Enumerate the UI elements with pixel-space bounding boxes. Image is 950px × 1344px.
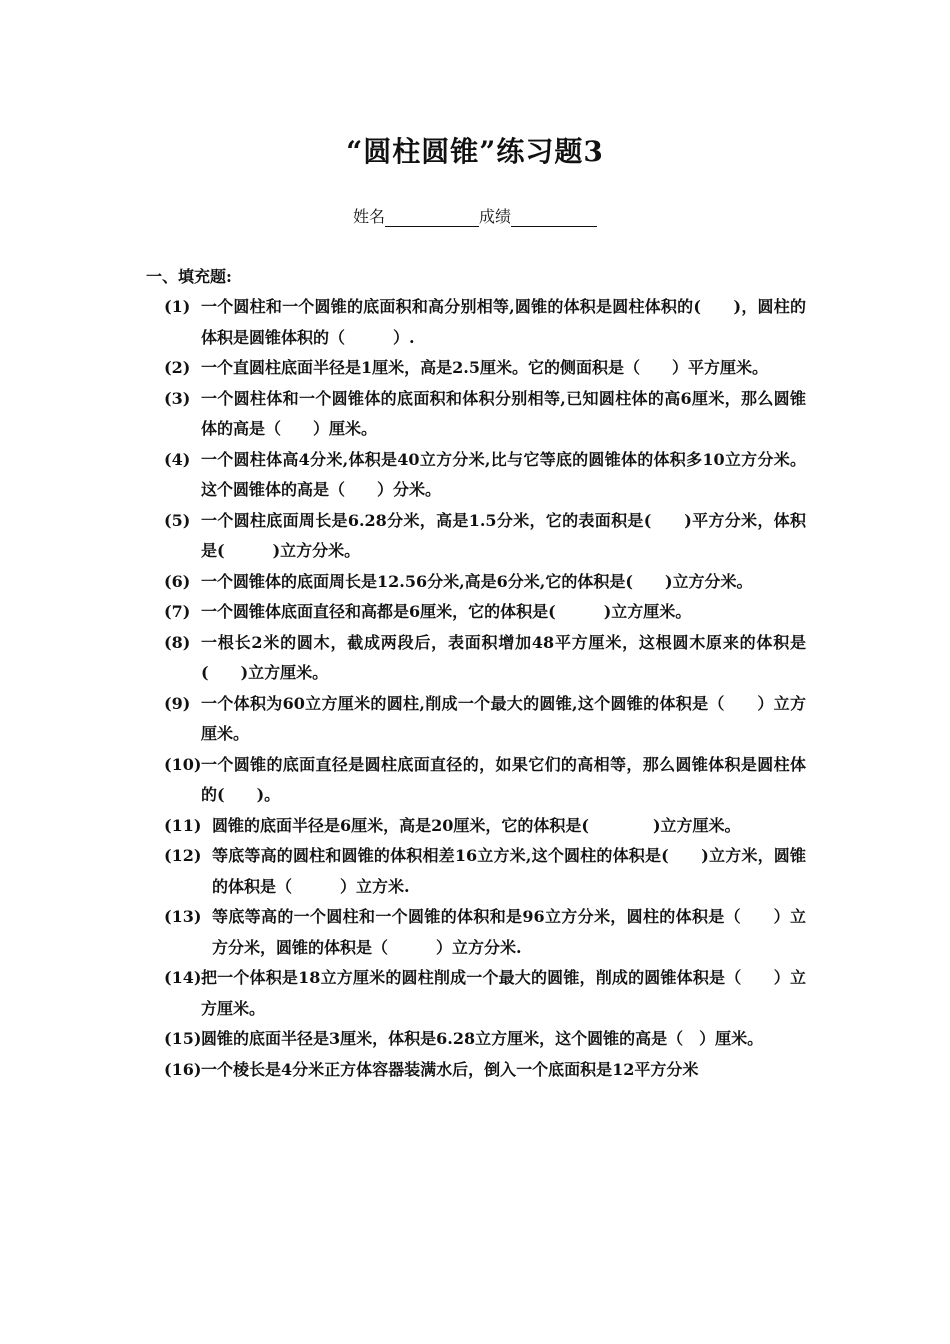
- question-text: 圆锥的底面半径是6厘米，高是20厘米，它的体积是( )立方厘米。: [212, 815, 741, 835]
- question-item: [164, 628, 806, 689]
- score-label: 成绩: [479, 207, 512, 226]
- question-text: 一个棱长是4分米正方体容器装满水后，倒入一个底面积是12平方分米: [201, 1059, 699, 1079]
- question-number: (2): [164, 358, 191, 377]
- question-number: (15): [164, 1029, 202, 1048]
- question-number: (3): [164, 388, 191, 408]
- question-text: 一个圆柱底面周长是6.28分米，高是1.5分米，它的表面积是( )平方分米，体积是( )立方分米。: [201, 510, 806, 560]
- question-list: [164, 292, 806, 1085]
- question-number: (13): [164, 907, 202, 926]
- score-blank[interactable]: [511, 208, 597, 227]
- question-text: 把一个体积是18立方厘米的圆柱削成一个最大的圆锥，削成的圆锥体积是（ ）立方厘米。: [201, 968, 806, 1018]
- question-number: (9): [164, 693, 191, 713]
- question-item: [164, 506, 806, 567]
- page-title: “圆柱圆锥”练习题3: [346, 135, 604, 168]
- question-item: [164, 689, 806, 750]
- question-text: 一个圆锥的底面直径是圆柱底面直径的，如果它们的高相等，那么圆锥体积是圆柱体的( )。: [201, 754, 806, 804]
- question-item: [164, 811, 806, 842]
- question-number: (7): [164, 602, 191, 621]
- question-item: [164, 353, 806, 384]
- name-label: 姓名: [352, 207, 385, 226]
- question-item: [164, 567, 806, 598]
- question-item: [164, 841, 806, 902]
- question-number: (10): [164, 754, 202, 774]
- question-item: [164, 597, 806, 628]
- question-text: 一个圆锥体的底面周长是12.56分米,高是6分米,它的体积是( )立方分米。: [201, 571, 753, 591]
- question-number: (12): [164, 846, 202, 865]
- question-item: [164, 1055, 806, 1086]
- question-item: [164, 750, 806, 811]
- question-text: 一个圆柱和一个圆锥的底面积和高分别相等,圆锥的体积是圆柱体积的( )，圆柱的体积是圆锥体积的（ ）.: [201, 297, 806, 347]
- question-item: [164, 1024, 806, 1055]
- question-number: (8): [164, 632, 191, 652]
- question-number: (16): [164, 1059, 202, 1079]
- question-number: (14): [164, 968, 202, 987]
- question-text: 一个圆锥体底面直径和高都是6厘米，它的体积是( )立方厘米。: [201, 602, 692, 621]
- question-item: [164, 902, 806, 963]
- question-number: (6): [164, 571, 191, 591]
- question-text: 一个圆柱体和一个圆锥体的底面积和体积分别相等,已知圆柱体的高6厘米，那么圆锥体的高是（ ）厘米。: [201, 388, 806, 438]
- question-item: [164, 963, 806, 1024]
- name-blank[interactable]: [385, 208, 479, 227]
- question-item: [164, 384, 806, 445]
- question-item: [164, 292, 806, 353]
- question-number: (5): [164, 510, 191, 530]
- question-text: 一个直圆柱底面半径是1厘米，高是2.5厘米。它的侧面积是（ ）平方厘米。: [201, 358, 768, 377]
- question-number: (1): [164, 297, 191, 316]
- question-item: [164, 445, 806, 506]
- question-text: 圆锥的底面半径是3厘米，体积是6.28立方厘米，这个圆锥的高是（ ）厘米。: [201, 1029, 764, 1048]
- question-text: 等底等高的圆柱和圆锥的体积相差16立方米,这个圆柱的体积是( )立方米，圆锥的体积是（ ）立方米.: [212, 846, 806, 896]
- question-number: (4): [164, 449, 191, 469]
- question-text: 一根长2米的圆木，截成两段后，表面积增加48平方厘米，这根圆木原来的体积是( )立方厘米。: [201, 632, 806, 682]
- student-info: [0, 204, 950, 227]
- section-heading: 一、填充题:: [146, 267, 232, 286]
- question-text: 一个体积为60立方厘米的圆柱,削成一个最大的圆锥,这个圆锥的体积是（ ）立方厘米。: [201, 693, 806, 743]
- question-text: 一个圆柱体高4分米,体积是40立方分米,比与它等底的圆锥体的体积多10立方分米。这个圆锥体的高是（ ）分米。: [201, 449, 806, 499]
- question-text: 等底等高的一个圆柱和一个圆锥的体积和是96立方分米，圆柱的体积是（ ）立方分米，圆锥的体积是（ ）立方分米.: [212, 907, 806, 957]
- question-number: (11): [164, 815, 202, 835]
